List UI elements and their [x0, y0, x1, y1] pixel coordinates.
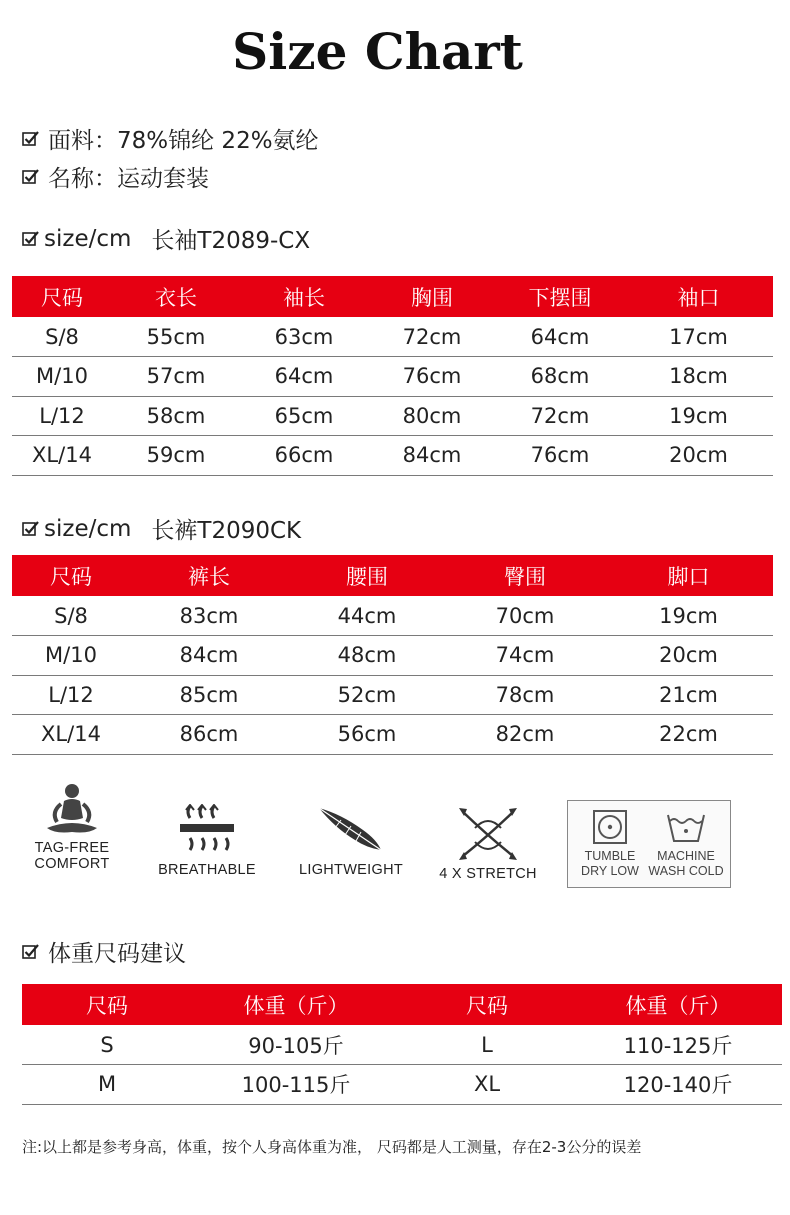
table-cell: M/10 — [12, 636, 130, 676]
table-cell: 84cm — [368, 436, 496, 476]
table-cell: 83cm — [130, 596, 288, 636]
tumble-label-2: DRY LOW — [581, 864, 639, 878]
column-header: 腰围 — [288, 555, 446, 596]
table-cell: 52cm — [288, 675, 446, 715]
column-header: 下摆围 — [496, 276, 624, 317]
table-cell: 110-125斤 — [574, 1025, 782, 1065]
column-header: 袖口 — [624, 276, 773, 317]
weight-label: 体重尺码建议 — [48, 941, 186, 967]
table-cell: 86cm — [130, 715, 288, 755]
table-cell: XL/14 — [12, 715, 130, 755]
table-cell: 90-105斤 — [192, 1025, 400, 1065]
page-title: Size Chart — [232, 22, 523, 81]
meditation-icon — [37, 782, 107, 840]
table-cell: L/12 — [12, 396, 112, 436]
stretch-label: 4 X STRETCH — [439, 866, 537, 882]
table-cell: 21cm — [604, 675, 773, 715]
breathable-icon — [172, 804, 242, 856]
check-icon — [22, 943, 40, 961]
tumble-dry — [570, 809, 650, 879]
column-header: 体重（斤） — [574, 984, 782, 1025]
table-cell: XL/14 — [12, 436, 112, 476]
table-cell: 84cm — [130, 636, 288, 676]
fabric-text: 面料：78%锦纶 22%氨纶 — [48, 128, 319, 154]
table-cell: 22cm — [604, 715, 773, 755]
table-cell: S/8 — [12, 596, 130, 636]
table-cell: S/8 — [12, 317, 112, 357]
tumble-dry-icon — [592, 809, 628, 845]
table-cell: 48cm — [288, 636, 446, 676]
table-cell: 80cm — [368, 396, 496, 436]
top-unit: size/cm — [44, 225, 132, 252]
table-row — [12, 675, 773, 715]
table-cell: L — [400, 1025, 574, 1065]
breathable-feature — [152, 804, 262, 878]
column-header: 衣长 — [112, 276, 240, 317]
table-cell: M/10 — [12, 357, 112, 397]
stretch-arrows-icon — [453, 806, 523, 862]
table-cell: 59cm — [112, 436, 240, 476]
feather-icon — [311, 804, 391, 854]
feature-icons — [0, 780, 790, 900]
column-header: 尺码 — [400, 984, 574, 1025]
table-cell: 44cm — [288, 596, 446, 636]
table-row — [12, 396, 773, 436]
column-header: 胸围 — [368, 276, 496, 317]
pants-section-label — [22, 512, 301, 545]
table-cell: 68cm — [496, 357, 624, 397]
column-header: 脚口 — [604, 555, 773, 596]
table-row — [12, 357, 773, 397]
table-cell: 64cm — [496, 317, 624, 357]
table-row — [12, 436, 773, 476]
table-cell: M — [22, 1065, 192, 1105]
name-line — [22, 160, 209, 193]
table-header-row — [12, 555, 773, 596]
machine-label-2: WASH COLD — [648, 864, 724, 878]
top-model: 长袖T2089-CX — [151, 228, 311, 254]
table-cell: 72cm — [368, 317, 496, 357]
column-header: 尺码 — [12, 555, 130, 596]
stretch-feature — [432, 806, 544, 882]
table-cell: S — [22, 1025, 192, 1065]
check-icon — [22, 130, 40, 148]
column-header: 袖长 — [240, 276, 368, 317]
measurement-note: 注:以上都是参考身高，体重，按个人身高体重为准， 尺码都是人工测量，存在2-3公分的误差 — [22, 1138, 642, 1156]
machine-wash — [646, 809, 726, 879]
table-cell: 120-140斤 — [574, 1065, 782, 1105]
table-cell: 20cm — [604, 636, 773, 676]
table-cell: 20cm — [624, 436, 773, 476]
column-header: 尺码 — [12, 276, 112, 317]
table-cell: 19cm — [624, 396, 773, 436]
table-cell: 18cm — [624, 357, 773, 397]
tag-free-label-1: TAG-FREE — [34, 840, 110, 856]
column-header: 体重（斤） — [192, 984, 400, 1025]
table-cell: 78cm — [446, 675, 604, 715]
table-row — [12, 596, 773, 636]
machine-label-1: MACHINE — [657, 849, 715, 863]
care-instructions — [567, 800, 731, 888]
table-row — [12, 715, 773, 755]
table-row — [22, 1025, 782, 1065]
table-cell: 57cm — [112, 357, 240, 397]
table-cell: 82cm — [446, 715, 604, 755]
table-cell: 76cm — [496, 436, 624, 476]
table-header-row — [12, 276, 773, 317]
table-cell: 64cm — [240, 357, 368, 397]
fabric-line — [22, 122, 319, 155]
column-header: 尺码 — [22, 984, 192, 1025]
name-text: 名称：运动套装 — [48, 166, 209, 192]
table-cell: 19cm — [604, 596, 773, 636]
lightweight-label: LIGHTWEIGHT — [299, 862, 403, 878]
wash-basin-icon — [666, 809, 706, 845]
table-cell: 66cm — [240, 436, 368, 476]
table-row — [22, 1065, 782, 1105]
check-icon — [22, 168, 40, 186]
table-cell: L/12 — [12, 675, 130, 715]
pants-unit: size/cm — [44, 515, 132, 542]
table-cell: 65cm — [240, 396, 368, 436]
weight-section-label — [22, 935, 186, 968]
top-section-label — [22, 222, 310, 255]
column-header: 臀围 — [446, 555, 604, 596]
lightweight-feature — [292, 804, 410, 878]
top-size-table — [12, 276, 773, 476]
check-icon — [22, 230, 40, 248]
table-cell: 72cm — [496, 396, 624, 436]
table-row — [12, 317, 773, 357]
table-cell: 58cm — [112, 396, 240, 436]
table-cell: 17cm — [624, 317, 773, 357]
tag-free-feature — [22, 782, 122, 872]
table-cell: 55cm — [112, 317, 240, 357]
table-row — [12, 636, 773, 676]
check-icon — [22, 520, 40, 538]
table-cell: 63cm — [240, 317, 368, 357]
tag-free-label-2: COMFORT — [34, 856, 110, 872]
table-cell: XL — [400, 1065, 574, 1105]
breathable-label: BREATHABLE — [158, 862, 256, 878]
pants-size-table — [12, 555, 773, 755]
table-cell: 85cm — [130, 675, 288, 715]
column-header: 裤长 — [130, 555, 288, 596]
table-cell: 74cm — [446, 636, 604, 676]
pants-model: 长裤T2090CK — [151, 518, 302, 544]
table-header-row — [22, 984, 782, 1025]
table-cell: 100-115斤 — [192, 1065, 400, 1105]
table-cell: 76cm — [368, 357, 496, 397]
table-cell: 56cm — [288, 715, 446, 755]
weight-size-table — [22, 984, 782, 1105]
table-cell: 70cm — [446, 596, 604, 636]
tumble-label-1: TUMBLE — [584, 849, 636, 863]
